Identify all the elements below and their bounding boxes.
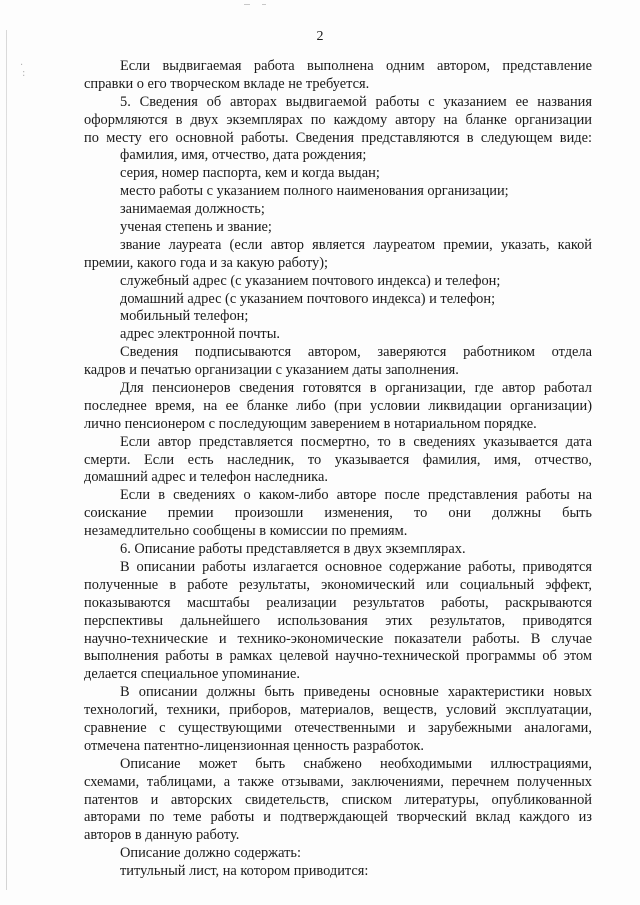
text-line: соискание премии произошли изменения, то они должны быть	[84, 505, 592, 522]
text-line: схемами, таблицами, а также отзывами, заключениями, перечнем полученных	[84, 773, 592, 790]
text-line: служебный адрес (с указанием почтового индекса) и телефон;	[120, 272, 501, 289]
text-line: полученные в работе результаты, экономический или социальный эффект,	[84, 576, 592, 593]
text-line: Для пенсионеров сведения готовятся в организации, где автор работал	[120, 380, 592, 397]
scan-speck	[244, 4, 250, 5]
text-line: титульный лист, на котором приводится:	[120, 863, 369, 880]
text-line: смерти. Если есть наследник, то указывается фамилия, имя, отчество,	[84, 451, 592, 468]
scan-speck: :	[22, 68, 26, 79]
scan-speck: ·	[20, 60, 24, 71]
text-line: выполнения работы в рамках целевой научно-технической программы об этом	[84, 648, 592, 665]
text-line: лично пенсионером с последующим заверением в нотариальном порядке.	[84, 415, 537, 432]
text-line: 6. Описание работы представляется в двух экземплярах.	[120, 541, 466, 558]
text-line: сравнение с существующими отечественными и зарубежными аналогами,	[84, 719, 592, 736]
text-line: фамилия, имя, отчество, дата рождения;	[120, 147, 367, 164]
text-line: незамедлительно сообщены в комиссии по премиям.	[84, 523, 408, 540]
text-line: научно-технические и технико-экономические показатели работы. В случае	[84, 630, 592, 647]
text-line: показываются масштабы реализации результатов работы, раскрываются	[84, 594, 592, 611]
text-line: перспективы дальнейшего использования этих результатов, приводятся	[84, 612, 592, 629]
scan-speck	[262, 4, 266, 5]
text-line: делается специальное упоминание.	[84, 666, 301, 683]
text-line: мобильный телефон;	[120, 308, 249, 325]
text-line: Если автор представляется посмертно, то в сведениях указывается дата	[120, 433, 592, 450]
text-line: кадров и печатью организации с указанием даты заполнения.	[84, 362, 459, 379]
text-line: место работы с указанием полного наименования организации;	[120, 183, 509, 200]
text-line: Если в сведениях о каком-либо авторе после представления работы на	[120, 487, 592, 504]
text-line: ученая степень и звание;	[120, 219, 272, 236]
text-line: занимаемая должность;	[120, 201, 265, 218]
text-line: Сведения подписываются автором, заверяются работником отдела	[120, 344, 592, 361]
page-number: 2	[316, 29, 324, 44]
text-line: серия, номер паспорта, кем и когда выдан;	[120, 165, 380, 182]
text-line: 5. Сведения об авторах выдвигаемой работы с указанием ее названия	[120, 93, 592, 110]
text-line: отмечена патентно-лицензионная ценность разработок.	[84, 737, 425, 754]
text-line: Описание должно содержать:	[120, 845, 301, 862]
text-line: последнее время, на ее бланке либо (при условии ликвидации организации)	[84, 397, 592, 414]
scan-edge-line	[6, 30, 7, 890]
text-line: оформляются в двух экземплярах по каждому автору на бланке организации	[84, 111, 592, 128]
text-line: домашний адрес и телефон наследника.	[84, 469, 328, 486]
text-line: звание лауреата (если автор является лауреатом премии, указать, какой	[120, 236, 592, 253]
text-line: В описании работы излагается основное содержание работы, приводятся	[120, 558, 592, 575]
text-line: технологий, техники, приборов, материалов, веществ, условий эксплуатации,	[84, 702, 592, 719]
document-body	[84, 58, 592, 881]
text-line: по месту его основной работы. Сведения представляются в следующем виде:	[84, 129, 592, 146]
text-line: адрес электронной почты.	[120, 326, 280, 343]
text-line: Описание может быть снабжено необходимыми иллюстрациями,	[120, 755, 592, 772]
text-line: домашний адрес (с указанием почтового индекса) и телефон;	[120, 290, 496, 307]
text-line: патентов и авторских свидетельств, списком литературы, опубликованной	[84, 791, 592, 808]
text-line: справки о его творческом вкладе не требуется.	[84, 75, 370, 92]
text-line: Если выдвигаемая работа выполнена одним автором, представление	[120, 58, 592, 74]
text-line: авторами по теме работы и подтверждающей творческий вклад каждого из	[84, 809, 592, 826]
text-line: авторов в данную работу.	[84, 827, 240, 844]
text-line: В описании должны быть приведены основные характеристики новых	[120, 684, 592, 701]
text-line: премии, какого года и за какую работу);	[84, 254, 329, 271]
